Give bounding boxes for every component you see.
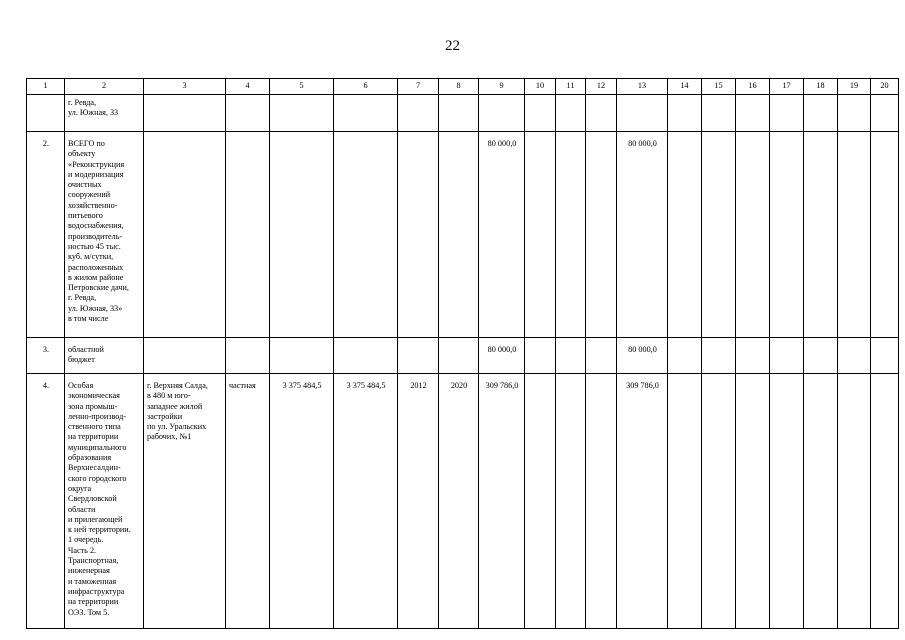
header-cell: 11 [556,79,586,95]
object-name: ВСЕГО по объекту «Реконструкция и модернизация очистных сооружений хозяйственно- питьевого водоснабжения, производитель- ностью 45 тыс. куб. м/сутки, расположенных в жилом районе Петровские дачи, г. Ревда, ул. Южная, 33» в том числе [65,132,144,338]
header-cell: 2 [65,79,144,95]
ownership-cell [226,95,270,132]
empty-cell [668,95,702,132]
empty-cell [556,132,586,338]
empty-cell [804,95,838,132]
empty-cell [586,374,617,629]
empty-cell [525,374,556,629]
header-cell: 15 [702,79,736,95]
empty-cell [702,374,736,629]
empty-cell [871,132,899,338]
header-cell: 13 [617,79,668,95]
year-cell [398,132,439,338]
ownership-cell [226,132,270,338]
row-number: 3. [27,338,65,374]
cost-cell [270,338,334,374]
empty-cell [525,132,556,338]
row-number: 4. [27,374,65,629]
amount-cell [617,95,668,132]
header-cell: 8 [439,79,479,95]
year-cell: 2012 [398,374,439,629]
year-cell [398,338,439,374]
header-cell: 4 [226,79,270,95]
empty-cell [525,338,556,374]
header-cell: 17 [770,79,804,95]
table-row [27,338,899,374]
empty-cell [838,374,871,629]
cost-cell [334,338,398,374]
cost-cell [334,132,398,338]
ownership-cell [226,338,270,374]
amount-cell: 309 786,0 [617,374,668,629]
empty-cell [770,132,804,338]
header-cell: 20 [871,79,899,95]
empty-cell [702,132,736,338]
empty-cell [668,374,702,629]
cost-cell [334,95,398,132]
header-row [27,79,899,95]
object-name: г. Ревда, ул. Южная, 33 [65,95,144,132]
year-cell [398,95,439,132]
table-row [27,132,899,338]
empty-cell [736,338,770,374]
ownership-cell: частная [226,374,270,629]
empty-cell [586,132,617,338]
object-name: областной бюджет [65,338,144,374]
empty-cell [804,374,838,629]
header-cell: 14 [668,79,702,95]
year-cell: 2020 [439,374,479,629]
empty-cell [556,374,586,629]
location-cell [144,132,226,338]
empty-cell [736,132,770,338]
table-row [27,95,899,132]
empty-cell [770,374,804,629]
header-cell: 10 [525,79,556,95]
amount-cell: 80 000,0 [479,132,525,338]
empty-cell [871,338,899,374]
empty-cell [668,338,702,374]
row-number: 2. [27,132,65,338]
header-cell: 1 [27,79,65,95]
row-number [27,95,65,132]
amount-cell: 80 000,0 [479,338,525,374]
year-cell [439,132,479,338]
empty-cell [586,95,617,132]
header-cell: 12 [586,79,617,95]
empty-cell [556,95,586,132]
empty-cell [838,132,871,338]
empty-cell [838,95,871,132]
location-cell [144,95,226,132]
amount-cell: 80 000,0 [617,132,668,338]
header-cell: 6 [334,79,398,95]
cost-cell [270,95,334,132]
empty-cell [804,132,838,338]
header-cell: 7 [398,79,439,95]
header-cell: 9 [479,79,525,95]
empty-cell [770,338,804,374]
location-cell: г. Верхняя Салда, в 480 м юго- западнее жилой застройки по ул. Уральских рабочих, №1 [144,374,226,629]
table-row [27,374,899,629]
empty-cell [668,132,702,338]
header-cell: 18 [804,79,838,95]
investment-table [26,78,899,629]
empty-cell [871,95,899,132]
cost-cell: 3 375 484,5 [270,374,334,629]
empty-cell [702,95,736,132]
header-cell: 19 [838,79,871,95]
empty-cell [525,95,556,132]
amount-cell: 309 786,0 [479,374,525,629]
cost-cell [270,132,334,338]
object-name: Особая экономическая зона промыш- ленно-производ- ственного типа на территории муниципального образования Верхнесалдин- ского городского округа Свердловской области и прилегающей к ней территории. 1 очередь. Часть 2. Транспортная, инженерная и таможенная инфраструктура на территории ОЭЗ. Том 5. [65,374,144,629]
empty-cell [871,374,899,629]
empty-cell [556,338,586,374]
header-cell: 3 [144,79,226,95]
empty-cell [770,95,804,132]
page-number: 22 [445,38,460,54]
empty-cell [804,338,838,374]
amount-cell: 80 000,0 [617,338,668,374]
empty-cell [702,338,736,374]
empty-cell [736,374,770,629]
empty-cell [586,338,617,374]
empty-cell [736,95,770,132]
year-cell [439,338,479,374]
amount-cell [479,95,525,132]
empty-cell [838,338,871,374]
year-cell [439,95,479,132]
header-cell: 5 [270,79,334,95]
location-cell [144,338,226,374]
cost-cell: 3 375 484,5 [334,374,398,629]
header-cell: 16 [736,79,770,95]
